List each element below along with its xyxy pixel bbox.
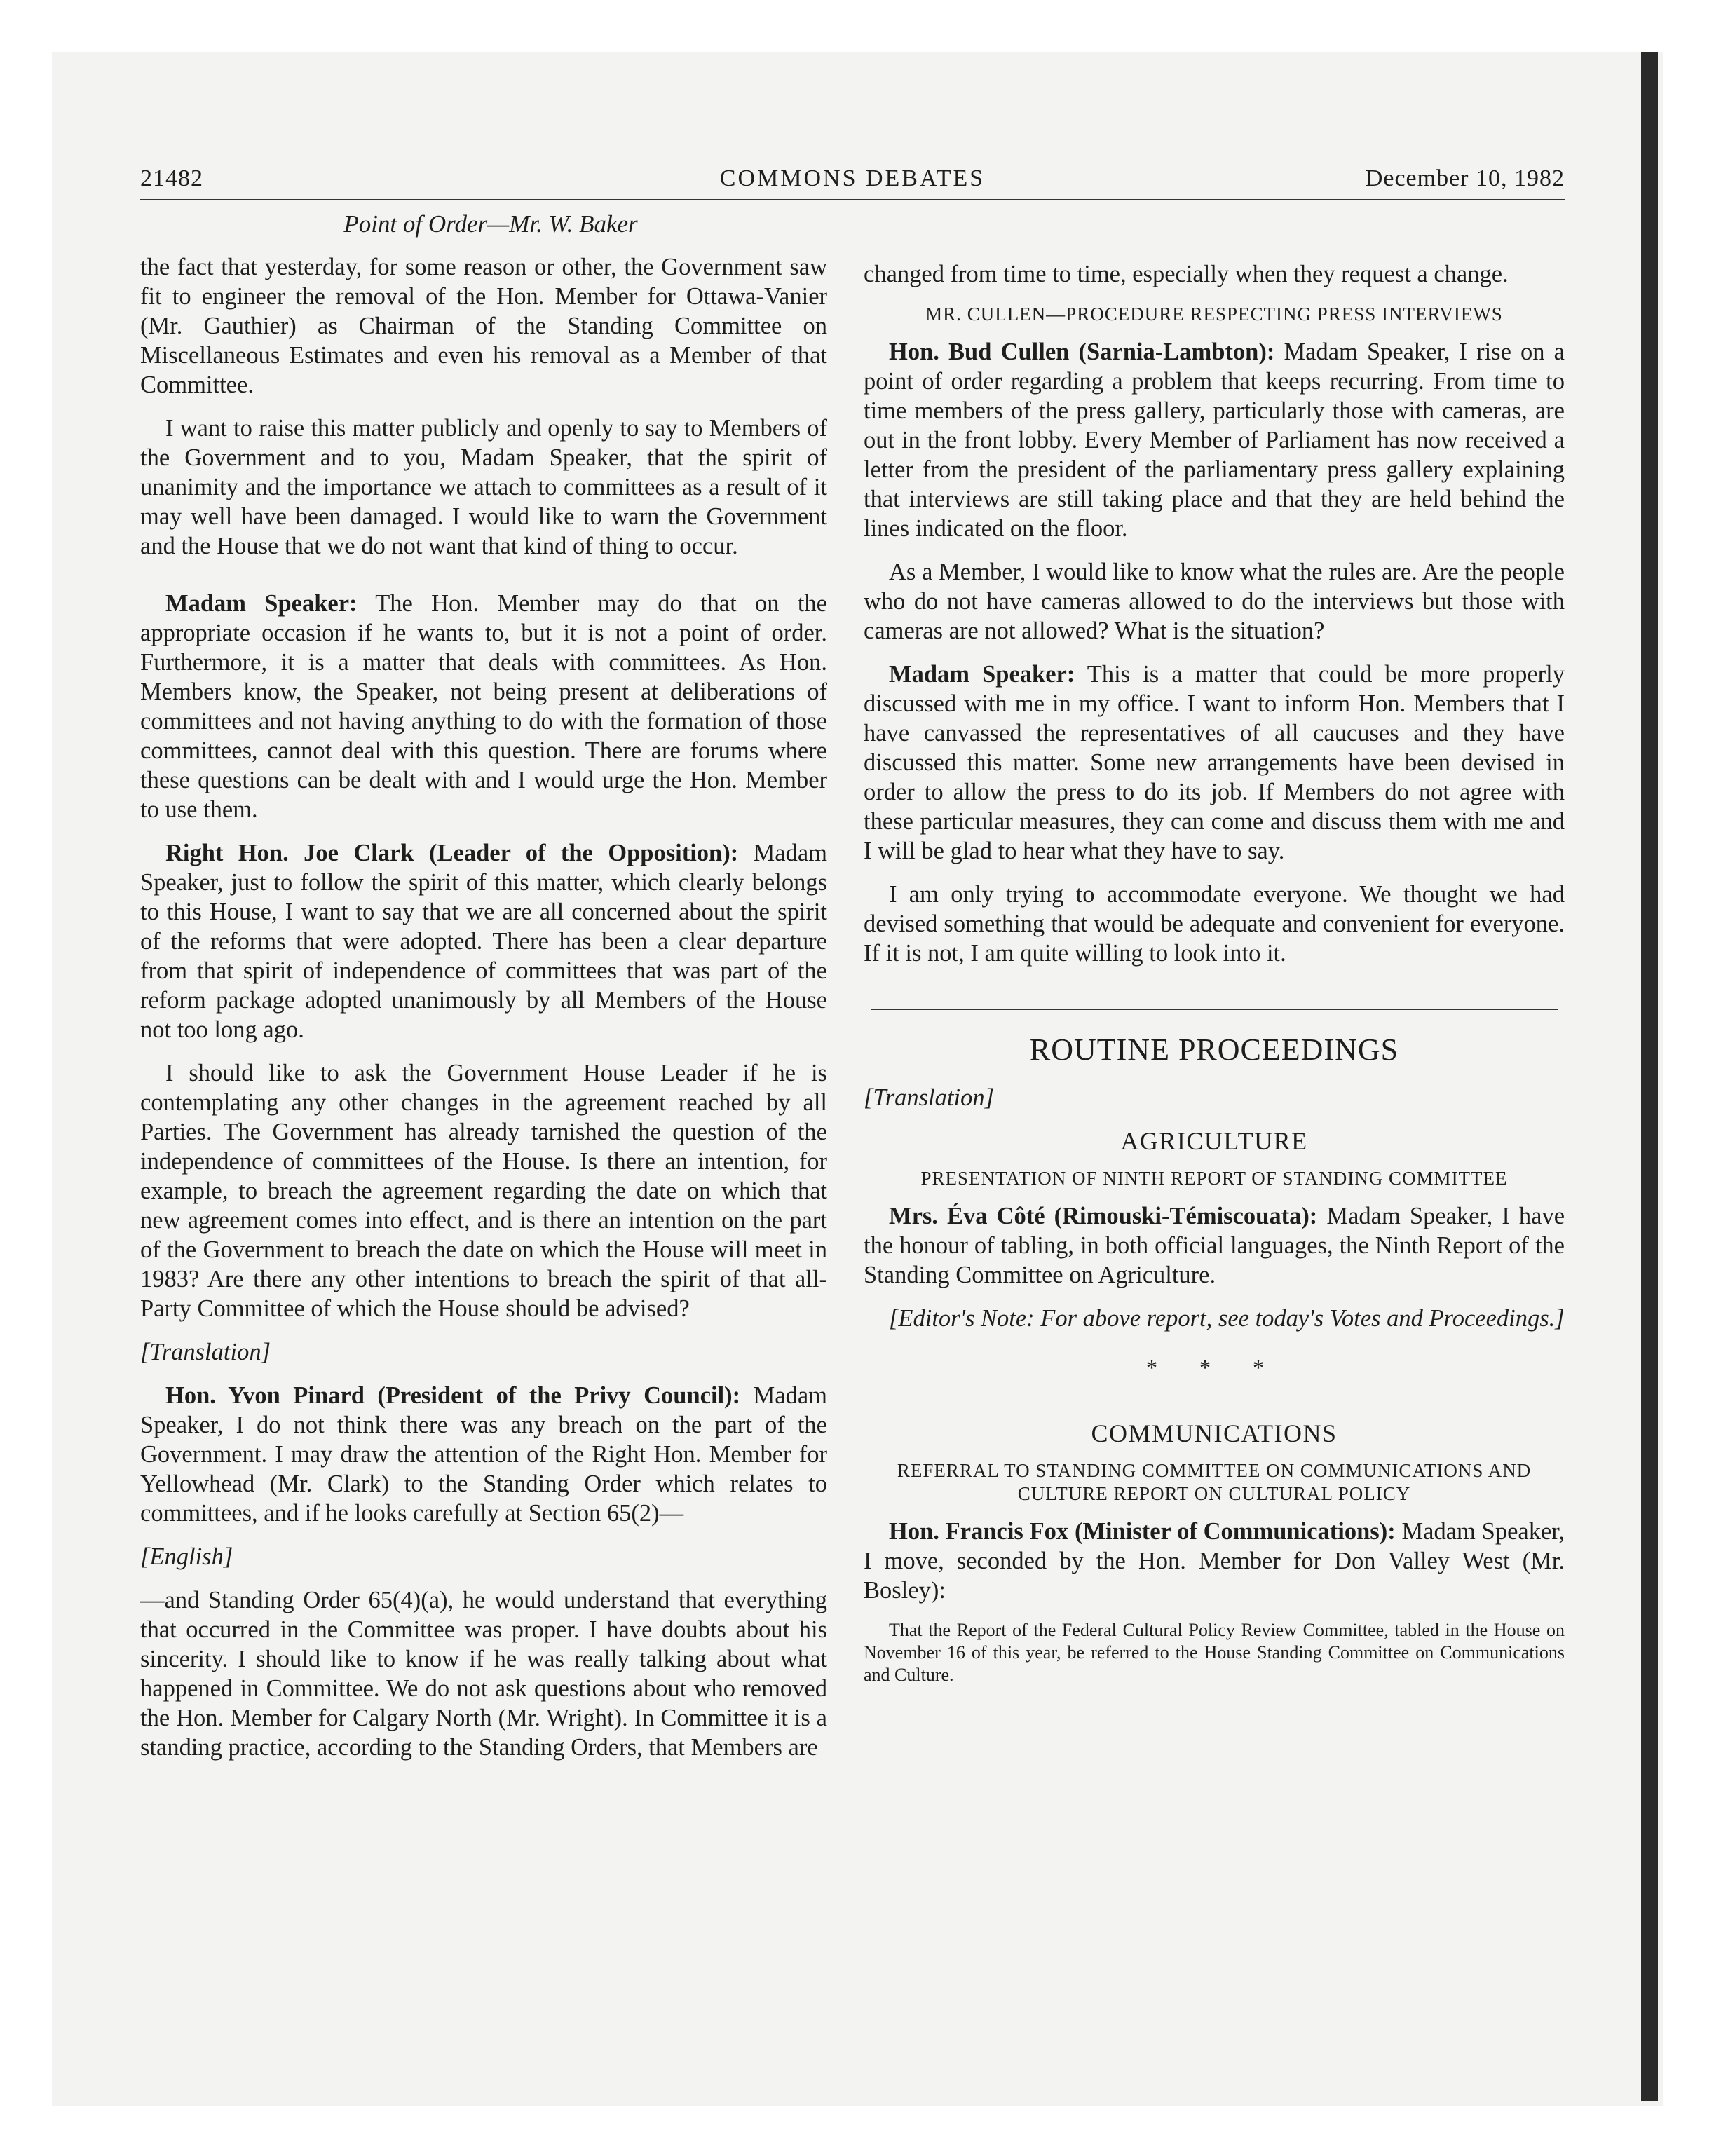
section-heading: MR. CULLEN—PROCEDURE RESPECTING PRESS INTERVIEWS	[925, 303, 1503, 325]
speaker-name: Madam Speaker:	[889, 661, 1075, 688]
paragraph: I want to raise this matter publicly and openly to say to Members of the Government and to you, Madam Speaker, that the spirit of unanimity and the importance we attach to committees as a result of it may well have been damaged. I would like to warn the Government and the House that we do not want that kind of thing to occur.	[140, 415, 827, 559]
speech-paragraph	[140, 838, 827, 1044]
speaker-name: Hon. Francis Fox (Minister of Communications):	[889, 1518, 1396, 1545]
right-column	[864, 259, 1565, 1700]
agriculture-subheading: PRESENTATION OF NINTH REPORT OF STANDING COMMITTEE	[920, 1168, 1508, 1189]
page-header	[140, 165, 1565, 200]
speech-paragraph	[140, 1381, 827, 1528]
speech-paragraph	[864, 1517, 1565, 1605]
speech-text: Madam Speaker, I move, seconded by the Hon. Member for Don Valley West (Mr. Bosley):	[864, 1518, 1565, 1604]
routine-proceedings-heading: ROUTINE PROCEEDINGS	[1029, 1032, 1399, 1067]
section-divider	[871, 1009, 1558, 1010]
speech-text: Madam Speaker, I rise on a point of order regarding a problem that keeps recurring. From time to time members of the press gallery, particularly those with cameras, are out in the front lobby. Every Member of Parliament has now received a letter from the president of the parliamentary press gallery explaining that interviews are still taking place and that they are held behind the lines indicated on the floor.	[864, 339, 1565, 542]
speech-text: The Hon. Member may do that on the appropriate occasion if he wants to, but it is not a point of order. Furthermore, it is a matter that deals with committees. As Hon. Members know, the Speaker, not being present at deliberations of committees and not having anything to do with the formation of those committees, cannot deal with this question. There are forums where these questions can be dealt with and I would urge the Hon. Member to use them.	[140, 590, 827, 823]
paragraph: I am only trying to accommodate everyone. We thought we had devised something that would be adequate and convenient for everyone. If it is not, I am quite willing to look into it.	[864, 881, 1565, 967]
left-column	[140, 252, 827, 1776]
speech-paragraph	[140, 589, 827, 824]
speaker-name: Mrs. Éva Côté (Rimouski-Témiscouata):	[889, 1203, 1318, 1229]
communications-subheading: REFERRAL TO STANDING COMMITTEE ON COMMUNICATIONS AND CULTURE REPORT ON CULTURAL POLICY	[897, 1460, 1532, 1504]
speech-text: Madam Speaker, I have the honour of tabling, in both official languages, the Ninth Report of the Standing Committee on Agriculture.	[864, 1203, 1565, 1288]
page-number: 21482	[140, 165, 203, 191]
paragraph: the fact that yesterday, for some reason or other, the Government saw fit to engineer the removal of the Hon. Member for Ottawa-Vanier (Mr. Gauthier) as Chairman of the Standing Committee on Miscellaneous Estimates and even his removal as a Member of that Committee.	[140, 254, 827, 398]
agriculture-heading: AGRICULTURE	[1120, 1127, 1308, 1155]
speech-paragraph	[864, 1201, 1565, 1290]
editor-note: [Editor's Note: For above report, see today's Votes and Proceedings.]	[889, 1305, 1565, 1332]
speaker-name: Hon. Bud Cullen (Sarnia-Lambton):	[889, 339, 1275, 365]
speech-text: This is a matter that could be more properly discussed with me in my office. I want to inform Hon. Members that I have canvassed the representatives of all caucuses and they have discussed this matter. Some new arrangements have been devised in order to allow the press to do its job. If Members do not agree with these particular measures, they can come and discuss them with me and I will be glad to hear what they have to say.	[864, 661, 1565, 864]
speech-text: Madam Speaker, just to follow the spirit of this matter, which clearly belongs to this House, I want to say that we are all concerned about the spirit of the reforms that were adopted. There has been a clear departure from that spirit of independence of committees that was part of the reform package adopted unanimously by all Members of the House not too long ago.	[140, 840, 828, 1043]
speaker-name: Hon. Yvon Pinard (President of the Privy Council):	[165, 1382, 741, 1409]
speaker-name: Right Hon. Joe Clark (Leader of the Opposition):	[165, 840, 739, 866]
separator-stars: * * *	[1146, 1355, 1282, 1380]
publication-title: COMMONS DEBATES	[719, 165, 986, 191]
translation-note: [Translation]	[864, 1084, 994, 1111]
speech-text: Madam Speaker, I do not think there was any breach on the part of the Government. I may draw the attention of the Right Hon. Member for Yellowhead (Mr. Clark) to the Standing Order which relates to committees, and if he looks carefully at Section 65(2)—	[140, 1382, 828, 1527]
paragraph: As a Member, I would like to know what the rules are. Are the people who do not have cameras allowed to do the interviews but those with cameras are not allowed? What is the situation?	[864, 559, 1565, 644]
paragraph: I should like to ask the Government House Leader if he is contemplating any other changes in the agreement reached by all Parties. The Government has already tarnished the question of the independence of committees of the House. Is there an intention, for example, to breach the agreement regarding the date on which that new agreement comes into effect, and is there an intention on the part of the Government to breach the date on which the House will meet in 1983? Are there any other intentions to breach the spirit of that all-Party Committee of which the House should be advised?	[140, 1060, 827, 1322]
motion-text: That the Report of the Federal Cultural Policy Review Committee, tabled in the House on November 16 of this year, be referred to the House Standing Committee on Communications and Culture.	[864, 1620, 1565, 1685]
publication-date: December 10, 1982	[1365, 165, 1565, 191]
speech-paragraph	[864, 337, 1565, 543]
running-subheading: Point of Order—Mr. W. Baker	[343, 210, 638, 238]
translation-note: [Translation]	[140, 1339, 271, 1365]
speech-paragraph	[864, 660, 1565, 866]
language-note: [English]	[140, 1543, 233, 1570]
paragraph: changed from time to time, especially when they request a change.	[864, 261, 1509, 287]
communications-heading: COMMUNICATIONS	[1091, 1419, 1338, 1447]
speaker-name: Madam Speaker:	[165, 590, 358, 617]
paragraph: —and Standing Order 65(4)(a), he would understand that everything that occurred in the Committee was proper. I have doubts about his sincerity. I should like to know if he was really talking about what happened in Committee. We do not ask questions about who removed the Hon. Member for Calgary North (Mr. Wright). In Committee it is a standing practice, according to the Standing Orders, that Members are	[140, 1587, 827, 1761]
